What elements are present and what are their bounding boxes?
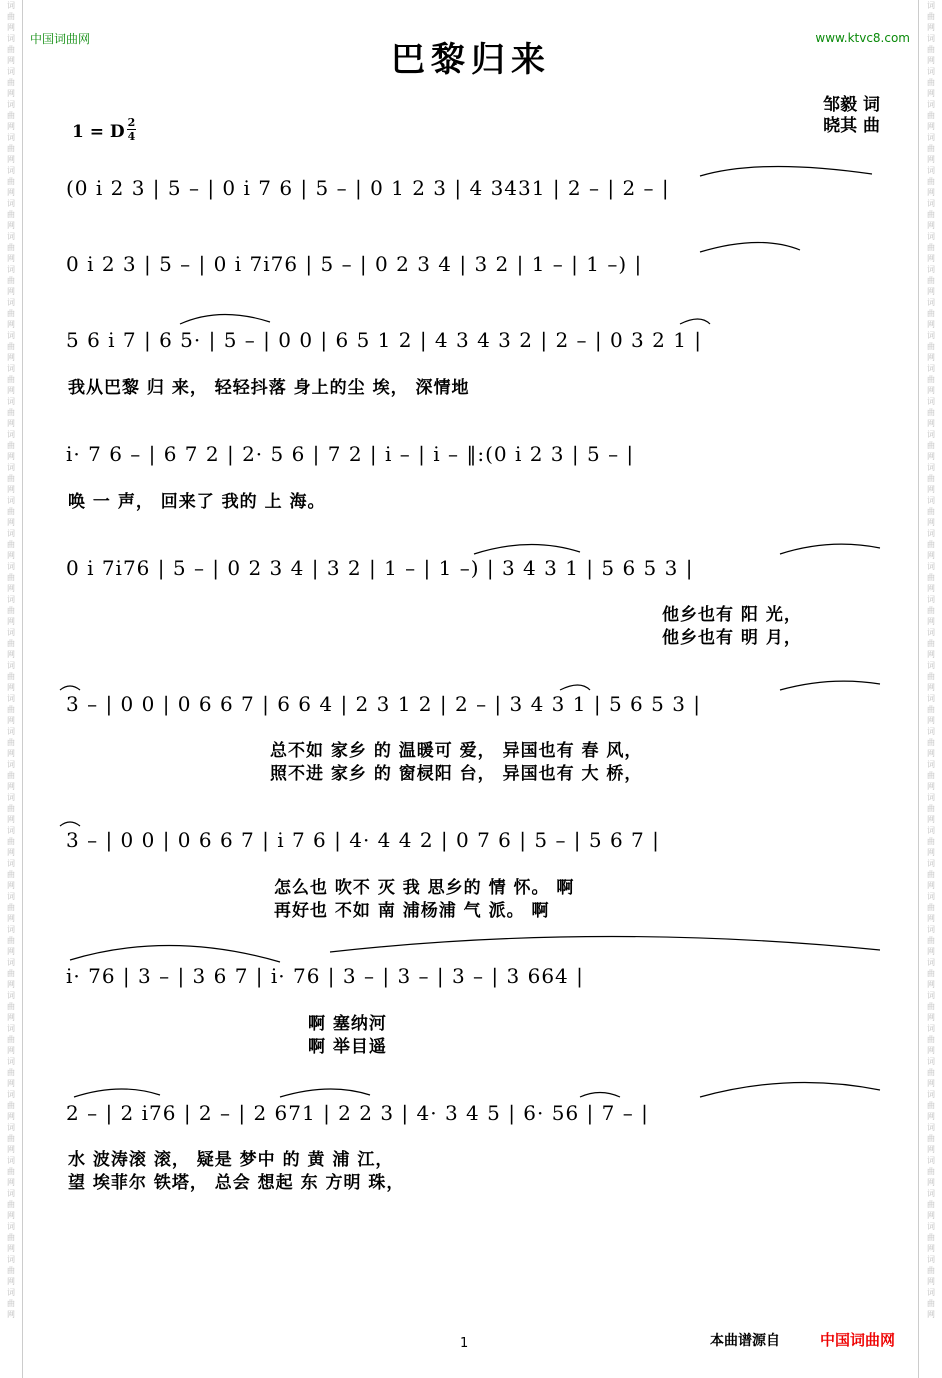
watermark-glyph: 曲 (7, 474, 15, 483)
watermark-glyph: 网 (927, 419, 935, 428)
watermark-glyph: 曲 (927, 276, 935, 285)
watermark-glyph: 词 (927, 793, 935, 802)
watermark-glyph: 词 (7, 1288, 15, 1297)
watermark-glyph: 词 (927, 265, 935, 274)
watermark-glyph: 曲 (7, 705, 15, 714)
watermark-glyph: 网 (927, 485, 935, 494)
watermark-glyph: 曲 (7, 936, 15, 945)
watermark-glyph: 曲 (927, 771, 935, 780)
slur-row-2 (700, 242, 800, 252)
watermark-glyph: 曲 (927, 474, 935, 483)
score-row-7-lyrics-verse-1: 怎么也 吹不 灭 我 思乡的 情 怀。 啊 (274, 878, 575, 898)
watermark-glyph: 网 (7, 1211, 15, 1220)
watermark-glyph: 词 (7, 1024, 15, 1033)
watermark-glyph: 曲 (7, 1134, 15, 1143)
song-title: 巴黎归来 (391, 40, 551, 80)
watermark-glyph: 网 (927, 815, 935, 824)
watermark-glyph: 词 (927, 1288, 935, 1297)
slur-row-7a (60, 822, 80, 826)
slur-row-9b (280, 1089, 370, 1097)
score-row-5-notes: 0 i 7i76 | 5 – | 0 2 3 4 | 3 2 | 1 – | 1 –) | 3 4 3 1 | 5 6 5 3 | (66, 556, 694, 580)
watermark-glyph: 网 (7, 419, 15, 428)
watermark-glyph: 曲 (927, 672, 935, 681)
slur-row-6a (60, 686, 80, 690)
watermark-glyph: 网 (7, 848, 15, 857)
watermark-glyph: 词 (7, 133, 15, 142)
watermark-glyph: 网 (7, 56, 15, 65)
watermark-glyph: 词 (927, 826, 935, 835)
score-row-4-lyrics: 唤 一 声， 回来了 我的 上 海。 (68, 492, 326, 512)
time-signature-bottom: 4 (127, 130, 136, 143)
watermark-glyph: 词 (7, 661, 15, 670)
lyricist-credit: 邹毅 词 (823, 95, 880, 115)
watermark-glyph: 词 (7, 760, 15, 769)
watermark-glyph: 曲 (7, 1002, 15, 1011)
watermark-glyph: 曲 (7, 111, 15, 120)
watermark-glyph: 曲 (7, 1233, 15, 1242)
watermark-glyph: 网 (7, 1310, 15, 1319)
watermark-glyph: 曲 (927, 408, 935, 417)
score-row-8-notes: i· 76 | 3 – | 3 6 7 | i· 76 | 3 – | 3 – | 3 – | 3 664 | (66, 964, 584, 988)
slur-row-8b (330, 936, 880, 952)
watermark-glyph: 词 (927, 661, 935, 670)
watermark-glyph: 网 (7, 584, 15, 593)
watermark-glyph: 词 (7, 232, 15, 241)
watermark-glyph: 网 (927, 914, 935, 923)
watermark-glyph: 网 (927, 947, 935, 956)
watermark-glyph: 词 (7, 628, 15, 637)
watermark-glyph: 词 (7, 1123, 15, 1132)
watermark-glyph: 词 (927, 1057, 935, 1066)
watermark-glyph: 曲 (7, 837, 15, 846)
source-label: 本曲谱源自 (710, 1333, 780, 1349)
watermark-glyph: 词 (7, 991, 15, 1000)
watermark-glyph: 网 (927, 881, 935, 890)
watermark-glyph: 词 (7, 859, 15, 868)
watermark-glyph: 词 (927, 1222, 935, 1231)
watermark-glyph: 网 (7, 1112, 15, 1121)
slur-row-3b (680, 319, 710, 324)
watermark-glyph: 词 (927, 1156, 935, 1165)
composer-credit: 晓其 曲 (823, 116, 880, 136)
score-row-6-notes: 3 – | 0 0 | 0 6 6 7 | 6 6 4 | 2 3 1 2 | 2 – | 3 4 3 1 | 5 6 5 3 | (66, 692, 702, 716)
watermark-glyph: 曲 (927, 45, 935, 54)
watermark-glyph: 网 (7, 947, 15, 956)
watermark-glyph: 词 (7, 331, 15, 340)
watermark-glyph: 曲 (7, 540, 15, 549)
watermark-glyph: 词 (7, 1057, 15, 1066)
watermark-glyph: 网 (7, 221, 15, 230)
watermark-glyph: 词 (927, 34, 935, 43)
watermark-glyph: 网 (927, 287, 935, 296)
watermark-glyph: 曲 (927, 870, 935, 879)
watermark-glyph: 词 (927, 1, 935, 10)
watermark-glyph: 词 (7, 727, 15, 736)
watermark-glyph: 词 (7, 793, 15, 802)
watermark-glyph: 网 (927, 716, 935, 725)
score-row-6-lyrics-verse-1: 总不如 家乡 的 温暖可 爱， 异国也有 春 风， (270, 741, 643, 761)
watermark-glyph: 曲 (7, 1101, 15, 1110)
watermark-glyph: 曲 (7, 408, 15, 417)
watermark-glyph: 网 (7, 1277, 15, 1286)
watermark-glyph: 曲 (7, 870, 15, 879)
watermark-glyph: 曲 (927, 441, 935, 450)
watermark-glyph: 曲 (927, 111, 935, 120)
watermark-glyph: 曲 (7, 1068, 15, 1077)
score-row-2-notes: 0 i 2 3 | 5 – | 0 i 7i76 | 5 – | 0 2 3 4 | 3 2 | 1 – | 1 –) | (66, 252, 643, 276)
watermark-glyph: 词 (927, 496, 935, 505)
watermark-glyph: 网 (927, 683, 935, 692)
watermark-glyph: 曲 (927, 804, 935, 813)
watermark-glyph: 曲 (927, 606, 935, 615)
watermark-glyph: 曲 (927, 507, 935, 516)
watermark-glyph: 网 (927, 188, 935, 197)
watermark-glyph: 曲 (927, 573, 935, 582)
score-row-7-notes: 3 – | 0 0 | 0 6 6 7 | i 7 6 | 4· 4 4 2 | 0 7 6 | 5 – | 5 6 7 | (66, 828, 660, 852)
watermark-glyph: 词 (927, 727, 935, 736)
watermark-glyph: 曲 (927, 738, 935, 747)
watermark-glyph: 词 (7, 892, 15, 901)
watermark-glyph: 曲 (7, 144, 15, 153)
watermark-glyph: 网 (7, 1046, 15, 1055)
watermark-glyph: 曲 (7, 771, 15, 780)
watermark-glyph: 网 (7, 353, 15, 362)
watermark-glyph: 曲 (927, 1200, 935, 1209)
watermark-glyph: 曲 (927, 342, 935, 351)
watermark-glyph: 词 (7, 694, 15, 703)
watermark-glyph: 曲 (7, 1299, 15, 1308)
watermark-glyph: 曲 (7, 903, 15, 912)
slur-row-9d (700, 1082, 880, 1097)
watermark-glyph: 词 (927, 925, 935, 934)
watermark-glyph: 曲 (7, 441, 15, 450)
watermark-glyph: 网 (927, 1079, 935, 1088)
watermark-glyph: 词 (7, 166, 15, 175)
watermark-glyph: 网 (927, 386, 935, 395)
watermark-glyph: 词 (927, 100, 935, 109)
watermark-glyph: 词 (927, 1090, 935, 1099)
score-row-9-notes: 2 – | 2 i76 | 2 – | 2 671 | 2 2 3 | 4· 3 4 5 | 6· 56 | 7 – | (66, 1101, 649, 1125)
score-row-8-lyrics-verse-1: 啊 塞纳河 (308, 1014, 387, 1034)
watermark-glyph: 词 (927, 562, 935, 571)
watermark-glyph: 曲 (7, 342, 15, 351)
watermark-glyph: 网 (7, 485, 15, 494)
watermark-glyph: 词 (927, 430, 935, 439)
slur-row-8a (70, 945, 280, 962)
slur-row-6c (780, 681, 880, 690)
watermark-glyph: 词 (7, 67, 15, 76)
watermark-glyph: 曲 (927, 78, 935, 87)
watermark-glyph: 网 (927, 89, 935, 98)
watermark-glyph: 词 (927, 892, 935, 901)
watermark-glyph: 曲 (927, 309, 935, 318)
watermark-glyph: 网 (7, 617, 15, 626)
watermark-glyph: 词 (927, 1255, 935, 1264)
watermark-glyph: 网 (927, 1013, 935, 1022)
score-row-5-lyrics-verse-1: 他乡也有 阳 光， (662, 605, 802, 625)
watermark-glyph: 曲 (927, 1101, 935, 1110)
watermark-glyph: 曲 (7, 276, 15, 285)
watermark-glyph: 词 (927, 694, 935, 703)
watermark-glyph: 网 (927, 1145, 935, 1154)
watermark-glyph: 词 (7, 364, 15, 373)
watermark-glyph: 曲 (7, 507, 15, 516)
watermark-glyph: 网 (927, 353, 935, 362)
watermark-glyph: 曲 (7, 606, 15, 615)
watermark-glyph: 网 (927, 518, 935, 527)
watermark-glyph: 网 (927, 650, 935, 659)
watermark-glyph: 网 (927, 1112, 935, 1121)
watermark-glyph: 曲 (7, 210, 15, 219)
watermark-glyph: 曲 (7, 639, 15, 648)
watermark-glyph: 词 (927, 397, 935, 406)
watermark-glyph: 网 (927, 23, 935, 32)
watermark-glyph: 曲 (927, 243, 935, 252)
watermark-glyph: 网 (7, 914, 15, 923)
watermark-glyph: 词 (7, 1, 15, 10)
score-row-3-notes: 5 6 i 7 | 6 5· | 5 – | 0 0 | 6 5 1 2 | 4 3 4 3 2 | 2 – | 0 3 2 1 | (66, 328, 703, 352)
watermark-glyph: 网 (927, 749, 935, 758)
watermark-glyph: 词 (927, 298, 935, 307)
watermark-glyph: 网 (7, 452, 15, 461)
watermark-glyph: 网 (927, 254, 935, 263)
score-row-6-lyrics-verse-2: 照不进 家乡 的 窗棂阳 台， 异国也有 大 桥， (270, 764, 643, 784)
site-name-left[interactable]: 中国词曲网 (30, 32, 91, 46)
watermark-glyph: 网 (927, 1310, 935, 1319)
watermark-glyph: 词 (927, 529, 935, 538)
watermark-glyph: 词 (927, 1123, 935, 1132)
score-row-4-notes: i· 7 6 – | 6 7 2 | 2· 5 6 | 7 2 | i – | i – ‖:(0 i 2 3 | 5 – | (66, 442, 635, 466)
watermark-glyph: 曲 (7, 309, 15, 318)
score-row-5-lyrics-verse-2: 他乡也有 明 月， (662, 628, 802, 648)
watermark-glyph: 曲 (927, 1035, 935, 1044)
watermark-glyph: 网 (927, 320, 935, 329)
watermark-glyph: 网 (7, 749, 15, 758)
watermark-glyph: 网 (7, 1178, 15, 1187)
watermark-glyph: 词 (927, 991, 935, 1000)
watermark-glyph: 词 (927, 232, 935, 241)
watermark-glyph: 曲 (927, 1002, 935, 1011)
watermark-glyph: 词 (7, 463, 15, 472)
watermark-glyph: 网 (927, 551, 935, 560)
watermark-glyph: 网 (7, 815, 15, 824)
watermark-glyph: 词 (927, 331, 935, 340)
watermark-glyph: 词 (927, 67, 935, 76)
watermark-glyph: 词 (7, 958, 15, 967)
watermark-glyph: 网 (7, 1244, 15, 1253)
watermark-glyph: 词 (7, 562, 15, 571)
watermark-glyph: 词 (7, 298, 15, 307)
watermark-glyph: 曲 (927, 144, 935, 153)
watermark-glyph: 词 (7, 529, 15, 538)
score-row-9-lyrics-verse-2: 望 埃菲尔 铁塔， 总会 想起 东 方明 珠， (68, 1173, 405, 1193)
watermark-glyph: 词 (7, 1189, 15, 1198)
watermark-glyph: 词 (927, 166, 935, 175)
watermark-glyph: 网 (927, 56, 935, 65)
watermark-glyph: 词 (927, 859, 935, 868)
watermark-glyph: 曲 (7, 243, 15, 252)
watermark-glyph: 曲 (927, 903, 935, 912)
slur-row-1 (700, 166, 872, 176)
slur-row-6b (560, 685, 590, 690)
watermark-glyph: 词 (7, 826, 15, 835)
watermark-glyph: 网 (927, 1046, 935, 1055)
watermark-glyph: 网 (7, 1079, 15, 1088)
slur-row-9a (74, 1089, 160, 1097)
watermark-glyph: 曲 (7, 804, 15, 813)
watermark-glyph: 网 (7, 23, 15, 32)
watermark-glyph: 曲 (7, 1200, 15, 1209)
slur-row-3a (180, 314, 270, 324)
watermark-glyph: 词 (927, 760, 935, 769)
watermark-glyph: 曲 (7, 1167, 15, 1176)
watermark-glyph: 网 (927, 782, 935, 791)
watermark-glyph: 曲 (927, 1299, 935, 1308)
watermark-glyph: 词 (7, 34, 15, 43)
watermark-glyph: 曲 (7, 12, 15, 21)
watermark-glyph: 网 (7, 551, 15, 560)
watermark-glyph: 词 (927, 628, 935, 637)
watermark-glyph: 曲 (927, 1266, 935, 1275)
watermark-glyph: 词 (7, 1156, 15, 1165)
watermark-glyph: 曲 (927, 1167, 935, 1176)
watermark-glyph: 网 (927, 584, 935, 593)
watermark-glyph: 曲 (7, 1035, 15, 1044)
slur-row-9c (580, 1093, 620, 1098)
watermark-glyph: 词 (7, 430, 15, 439)
watermark-glyph: 词 (927, 364, 935, 373)
source-site-link[interactable]: 中国词曲网 (820, 1331, 896, 1349)
watermark-glyph: 网 (927, 848, 935, 857)
watermark-glyph: 词 (7, 1255, 15, 1264)
watermark-glyph: 词 (7, 595, 15, 604)
watermark-glyph: 网 (7, 287, 15, 296)
watermark-glyph: 词 (927, 958, 935, 967)
watermark-glyph: 网 (927, 617, 935, 626)
watermark-glyph: 网 (927, 1178, 935, 1187)
watermark-glyph: 网 (7, 518, 15, 527)
watermark-glyph: 网 (927, 221, 935, 230)
watermark-glyph: 词 (7, 199, 15, 208)
slur-row-5b (780, 544, 880, 554)
watermark-glyph: 网 (7, 386, 15, 395)
watermark-glyph: 曲 (927, 12, 935, 21)
score-row-9-lyrics-verse-1: 水 波涛滚 滚， 疑是 梦中 的 黄 浦 江， (68, 1150, 394, 1170)
watermark-glyph: 词 (7, 925, 15, 934)
watermark-glyph: 网 (7, 155, 15, 164)
watermark-glyph: 曲 (927, 210, 935, 219)
watermark-glyph: 词 (927, 133, 935, 142)
watermark-glyph: 网 (7, 320, 15, 329)
watermark-glyph: 网 (927, 155, 935, 164)
watermark-glyph: 词 (927, 463, 935, 472)
watermark-glyph: 曲 (927, 639, 935, 648)
watermark-glyph: 网 (927, 452, 935, 461)
watermark-glyph: 曲 (7, 375, 15, 384)
watermark-glyph: 曲 (7, 573, 15, 582)
watermark-glyph: 网 (927, 980, 935, 989)
watermark-glyph: 词 (7, 397, 15, 406)
watermark-glyph: 词 (7, 496, 15, 505)
watermark-glyph: 网 (7, 188, 15, 197)
watermark-glyph: 词 (927, 1189, 935, 1198)
watermark-glyph: 网 (7, 650, 15, 659)
watermark-glyph: 曲 (927, 375, 935, 384)
watermark-glyph: 网 (927, 1277, 935, 1286)
time-signature-top: 2 (127, 116, 136, 129)
watermark-glyph: 网 (7, 782, 15, 791)
watermark-glyph: 词 (927, 595, 935, 604)
watermark-glyph: 网 (7, 89, 15, 98)
watermark-glyph: 曲 (927, 1233, 935, 1242)
watermark-glyph: 网 (927, 122, 935, 131)
watermark-glyph: 曲 (927, 936, 935, 945)
watermark-glyph: 词 (927, 1024, 935, 1033)
score-row-3-lyrics: 我从巴黎 归 来， 轻轻抖落 身上的尘 埃， 深情地 (68, 378, 470, 398)
watermark-glyph: 曲 (7, 177, 15, 186)
watermark-glyph: 网 (7, 683, 15, 692)
watermark-glyph: 词 (927, 199, 935, 208)
watermark-glyph: 曲 (927, 177, 935, 186)
watermark-glyph: 曲 (927, 705, 935, 714)
score-row-8-lyrics-verse-2: 啊 举目遥 (308, 1037, 387, 1057)
score-row-7-lyrics-verse-2: 再好也 不如 南 浦杨浦 气 派。 啊 (274, 901, 550, 921)
watermark-glyph: 曲 (7, 78, 15, 87)
watermark-glyph: 网 (7, 122, 15, 131)
watermark-glyph: 曲 (7, 45, 15, 54)
site-url-right[interactable]: www.ktvc8.com (815, 31, 910, 45)
watermark-glyph: 网 (927, 1244, 935, 1253)
watermark-glyph: 词 (7, 265, 15, 274)
watermark-glyph: 曲 (7, 738, 15, 747)
watermark-glyph: 网 (7, 881, 15, 890)
watermark-glyph: 网 (7, 1013, 15, 1022)
watermark-glyph: 网 (927, 1211, 935, 1220)
page-number: 1 (460, 1336, 469, 1351)
watermark-glyph: 词 (7, 1090, 15, 1099)
watermark-glyph: 网 (7, 1145, 15, 1154)
watermark-glyph: 曲 (927, 540, 935, 549)
watermark-glyph: 曲 (927, 1134, 935, 1143)
watermark-glyph: 曲 (927, 969, 935, 978)
key-signature: 1 = D (72, 122, 125, 142)
watermark-glyph: 曲 (7, 672, 15, 681)
watermark-glyph: 词 (7, 100, 15, 109)
watermark-glyph: 网 (7, 980, 15, 989)
watermark-glyph: 网 (7, 716, 15, 725)
watermark-glyph: 曲 (7, 1266, 15, 1275)
watermark-glyph: 曲 (927, 1068, 935, 1077)
score-row-1-notes: (0 i 2 3 | 5 – | 0 i 7 6 | 5 – | 0 1 2 3 | 4 3431 | 2 – | 2 – | (66, 176, 670, 200)
watermark-glyph: 曲 (927, 837, 935, 846)
watermark-glyph: 词 (7, 1222, 15, 1231)
watermark-glyph: 曲 (7, 969, 15, 978)
watermark-glyph: 网 (7, 254, 15, 263)
slur-row-5a (474, 544, 580, 554)
